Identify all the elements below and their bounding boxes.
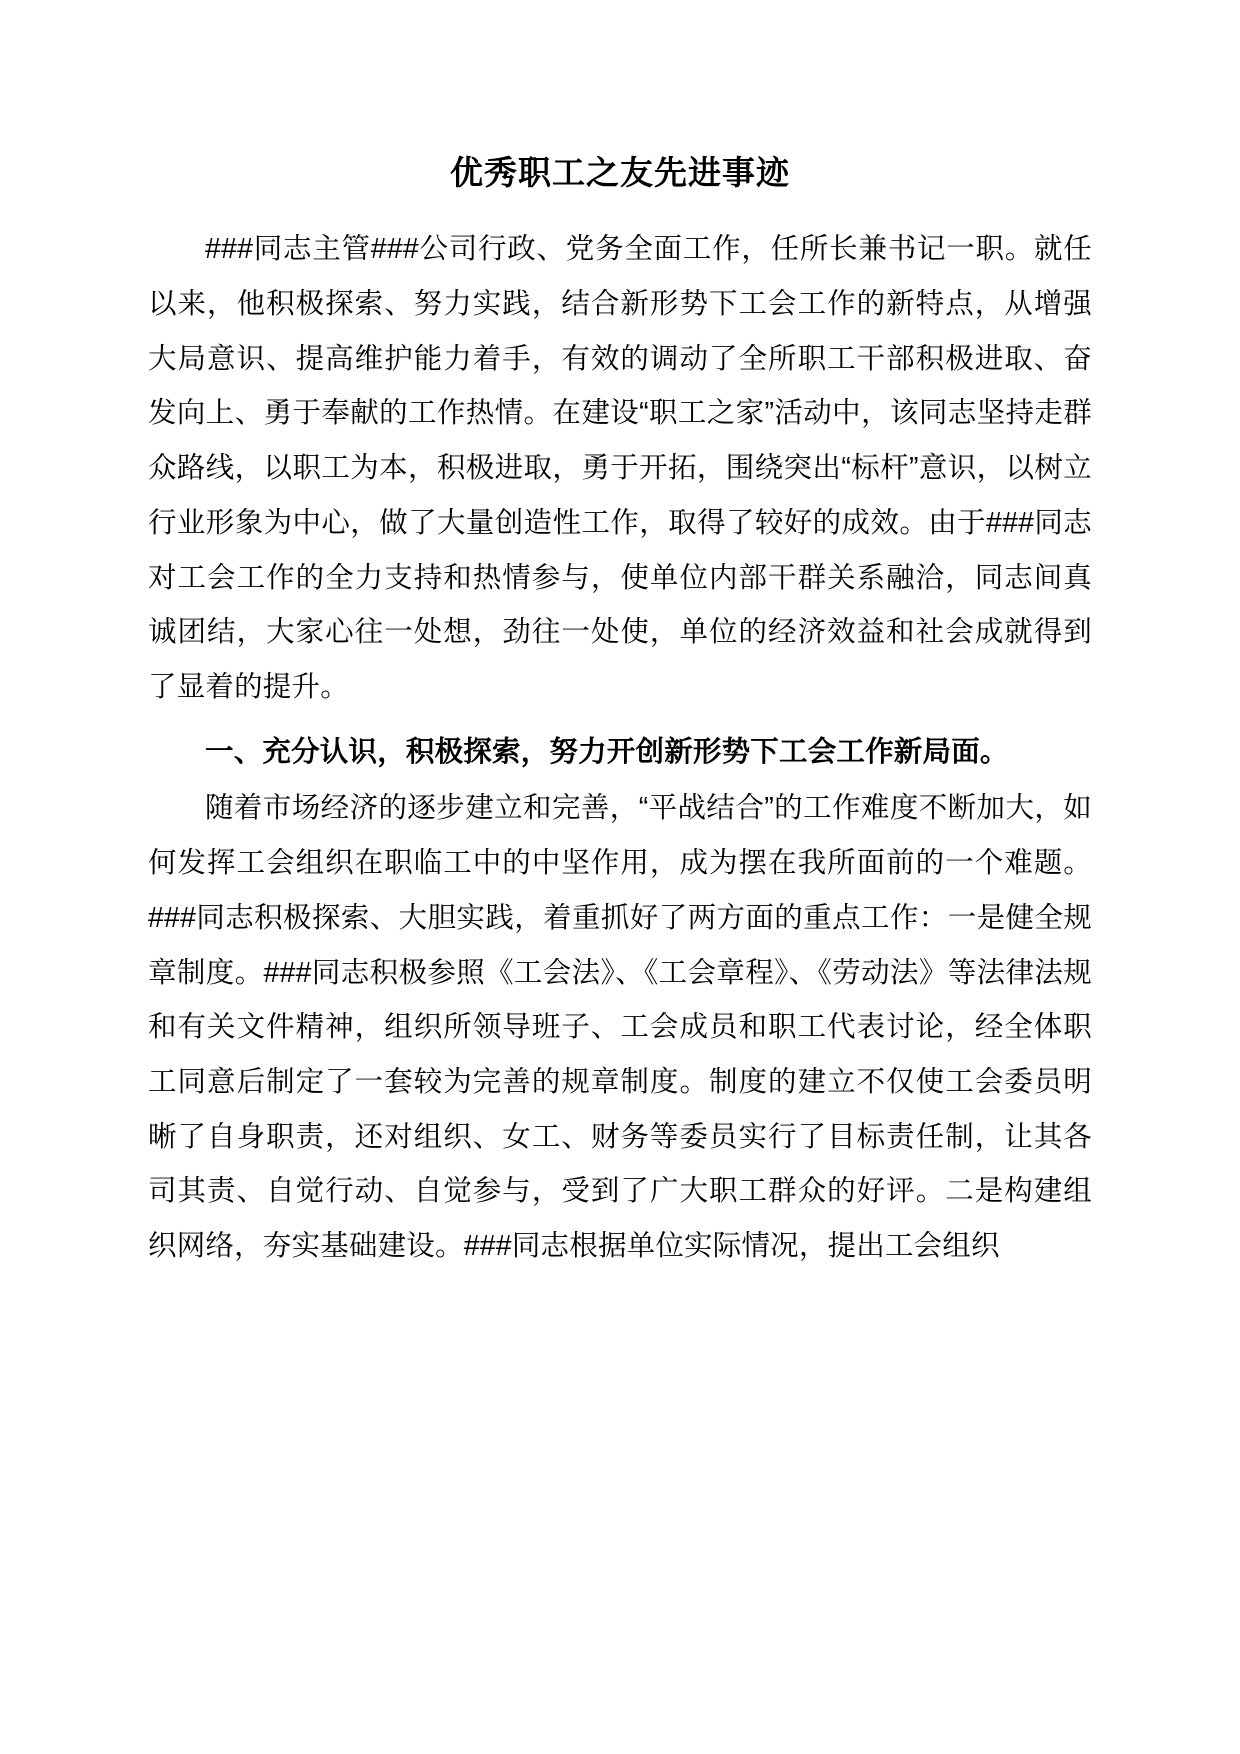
document-title: 优秀职工之友先进事迹 bbox=[450, 154, 790, 191]
paragraph-section-one-body: 随着市场经济的逐步建立和完善，“平战结合”的工作难度不断加大，如何发挥工会组织在职临工中的中坚作用，成为摆在我所面前的一个难题。###同志积极探索、大胆实践，着重抓好了两方面的重点工作：一是健全规章制度。###同志积极参照《工会法》、《工会章程》、《劳动法》等法律法规和有关文件精神，组织所领导班子、工会成员和职工代表讨论，经全体职工同意后制定了一套较为完善的规章制度。制度的建立不仅使工会委员明晰了自身职责，还对组织、女工、财务等委员实行了目标责任制，让其各司其责、自觉行动、自觉参与，受到了广大职工群众的好评。二是构建组织网络，夯实基础建设。###同志根据单位实际情况，提出工会组织 bbox=[148, 792, 1092, 1263]
section-heading-one: 一、充分认识，积极探索，努力开创新形势下工会工作新局面。 bbox=[205, 735, 1009, 768]
paragraph-intro: ###同志主管###公司行政、党务全面工作，任所长兼书记一职。就任以来，他积极探索、努力实践，结合新形势下工会工作的新特点，从增强大局意识、提高维护能力着手，有效的调动了全所职工干部积极进取、奋发向上、勇于奉献的工作热情。在建设“职工之家”活动中，该同志坚持走群众路线，以职工为本，积极进取，勇于开拓，围绕突出“标杆”意识，以树立行业形象为中心，做了大量创造性工作，取得了较好的成效。由于###同志对工会工作的全力支持和热情参与，使单位内部干群关系融洽，同志间真诚团结，大家心往一处想，劲往一处使，单位的经济效益和社会成就得到了显着的提升。 bbox=[148, 233, 1092, 703]
